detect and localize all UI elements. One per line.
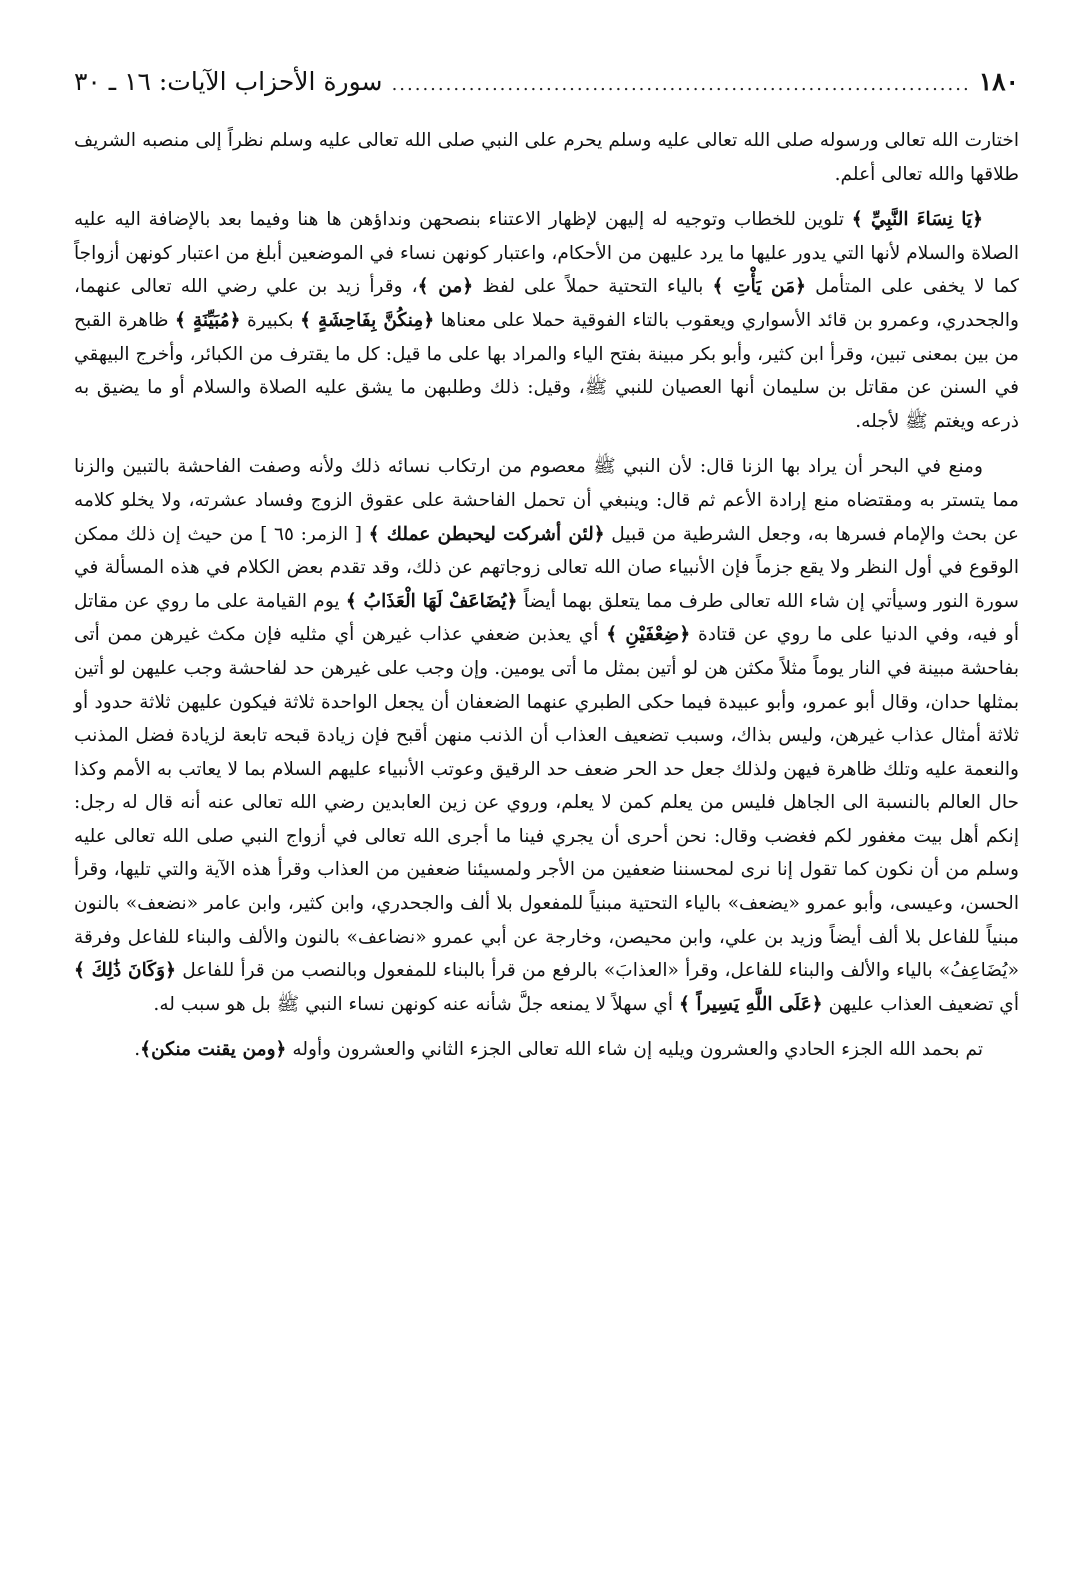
quran-quote: ﴿يَا نِسَاءَ النَّبِيِّ ﴾ bbox=[851, 209, 983, 231]
text-segment: . bbox=[134, 1039, 141, 1061]
page-number: ١٨٠ bbox=[978, 67, 1019, 96]
text-segment: أي تضعيف العذاب عليهن bbox=[822, 993, 1019, 1015]
text-segment: اختارت الله تعالى ورسوله صلى الله تعالى عليه وسلم يحرم على النبي صلى الله تعالى عليه وسلم نظراً إلى منصبه الشريف طلاقها والله تعالى أعلم. bbox=[74, 130, 1019, 185]
text-segment: ومنع في البحر أن يراد بها الزنا قال: لأن النبي ﷺ معصوم من ارتكاب نسائه ذلك ولأنه وصفت الفاحشة بالتبين والزنا مما يتستر به ومقتضاه منع إرادة الأعم ثم قال: وينبغي أن تحمل الفاحشة على عقوق الزوج وفساد عشرته، ولا يخلو كلامه عن بحث والإمام فسرها به، وجعل الشرطية من قبيل bbox=[74, 456, 1019, 545]
quran-quote: ﴿ومن يقنت منكن﴾ bbox=[140, 1039, 287, 1061]
text-segment: أي يعذبن ضعفي عذاب غيرهن أي مثليه فإن مكث غيرهن ممن أتى بفاحشة مبينة في النار يوماً مثلاً مكثن هن لو أتين بمثل ما أتى يومين. وإن وجب على غيرهن حد لفاحشة وجب عليهن لو أتين بمثلها حدان، وقال أبو عمرو، وأبو عبيدة فيما حكى الطبري عنهما الضعفان أن يجعل الواحدة ثلاثة فيكون عليهن ثلاثة حدود أو ثلاثة أمثال عذاب غيرهن، وليس بذاك، وسبب تضعيف العذاب أن الذنب منهن أقبح فإن زيادة قبحه تابعة لزيادة فضل المذنب والنعمة عليه وتلك ظاهرة فيهن ولذلك جعل حد الحر ضعف حد الرقيق وعوتب الأنبياء عليهم السلام بما لا يعاتب به الأمم وكذا حال العالم بالنسبة الى الجاهل فليس من يعلم كمن لا يعلم، وروي عن زين العابدين رضي الله تعالى عنه أنه قال له رجل: إنكم أهل بيت مغفور لكم فغضب وقال: نحن أحرى أن يجري فينا ما أجرى الله تعالى في أزواج النبي صلى الله تعالى عليه وسلم من أن نكون كما تقول إنا نرى لمحسننا ضعفين من الأجر ولمسيئنا ضعفين من العذاب وقرأ هذه الآية والتي تليها، وقرأ الحسن، وعيسى، وأبو عمرو «يضعف» بالياء التحتية مبنياً للمفعول بلا ألف والجحدري، وابن كثير، وابن عامر «نضعف» بالنون مبنياً للفاعل بلا ألف أيضاً وزيد بن علي، وابن محيصن، وخارجة عن أبي عمرو «نضاعف» بالنون والألف والبناء للفاعل وفرقة «يُضَاعِفُ» بالياء والألف والبناء للفاعل، وقرأ «العذابَ» بالرفع من قرأ بالبناء للمفعول وبالنصب من قرأ للفاعل bbox=[74, 624, 1019, 982]
text-segment: تم بحمد الله الجزء الحادي والعشرون ويليه إن شاء الله تعالى الجزء الثاني والعشرون وأوله bbox=[286, 1039, 983, 1061]
text-segment: ظاهرة القبح من بين بمعنى تبين، وقرأ ابن كثير، وأبو بكر مبينة بفتح الياء والمراد بها على ما قيل: كل ما يقترف من الكبائر، وأخرج البيهقي في السنن عن مقاتل بن سليمان أنها العصيان للنبي ﷺ، وقيل: ذلك وطلبهن ما يشق عليه الصلاة والسلام أو ما يضيق به ذرعه ويغتم ﷺ لأجله. bbox=[74, 309, 1019, 432]
text-segment: [ الزمر: ٦٥ ] من حيث إن ذلك ممكن الوقوع في أول النظر ولا يقع جزماً فإن الأنبياء صان الله تعالى زوجاتهم عن ذلك، وقد تقدم بعض الكلام في هذه المسألة في سورة النور وسيأتي إن شاء الله تعالى طرف مما يتعلق بهما أيضاً bbox=[74, 523, 1020, 612]
text-segment: تلوين للخطاب وتوجيه له إليهن لإظهار الاعتناء بنصحهن ونداؤهن ها هنا وفيما بعد بالإضافة اليه عليه الصلاة والسلام لأنها التي يدور عليها ما يرد عليهن من الأحكام، واعتبار كونهن نساء في الموضعين أبلغ من اعتبار كونهن أزواجاً كما لا يخفى على المتأمل bbox=[74, 209, 1019, 298]
quran-quote: ﴿من ﴾ bbox=[417, 276, 474, 298]
quran-quote: ﴿عَلَى اللَّهِ يَسِيراً ﴾ bbox=[678, 993, 823, 1015]
body-text bbox=[74, 124, 1019, 1067]
paragraph-1 bbox=[74, 124, 1019, 191]
quran-quote: ﴿ضِعْفَيْنِ ﴾ bbox=[606, 624, 691, 646]
quran-quote: ﴿لئن أشركت ليحبطن عملك ﴾ bbox=[368, 523, 605, 545]
running-header bbox=[74, 62, 1019, 106]
quran-quote: ﴿مَن يَأْتِ ﴾ bbox=[712, 276, 807, 298]
header-dot-leader bbox=[390, 65, 970, 105]
quran-quote: ﴿مُبَيِّنَةٍ ﴾ bbox=[175, 309, 241, 331]
text-segment: يوم القيامة على ما روي عن مقاتل أو فيه، وفي الدنيا على ما روي عن قتادة bbox=[74, 590, 1019, 646]
paragraph-4 bbox=[74, 1033, 1019, 1067]
text-segment: بكبيرة bbox=[240, 309, 301, 331]
paragraph-2 bbox=[74, 203, 1019, 438]
text-segment: ، وقرأ زيد بن علي رضي الله تعالى عنهما، والجحدري، وعمرو بن قائد الأسواري ويعقوب بالتاء الفوقية حملا على معناها bbox=[74, 276, 1019, 331]
text-segment: أي سهلاً لا يمنعه جلَّ شأنه عنه كونهن نساء النبي ﷺ بل هو سبب له. bbox=[153, 993, 679, 1015]
page bbox=[74, 62, 1019, 1537]
quran-quote: ﴿وَكَانَ ذَٰلِكَ ﴾ bbox=[74, 960, 177, 982]
quran-quote: ﴿يُضَاعَفْ لَهَا الْعَذَابُ ﴾ bbox=[345, 590, 518, 612]
quran-quote: ﴿مِنكُنَّ بِفَاحِشَةٍ ﴾ bbox=[300, 309, 435, 331]
surah-title: سورة الأحزاب الآيات: ١٦ ـ ٣٠ bbox=[74, 67, 383, 96]
text-segment: بالياء التحتية حملاً على لفظ bbox=[473, 276, 713, 298]
paragraph-3 bbox=[74, 450, 1019, 1021]
